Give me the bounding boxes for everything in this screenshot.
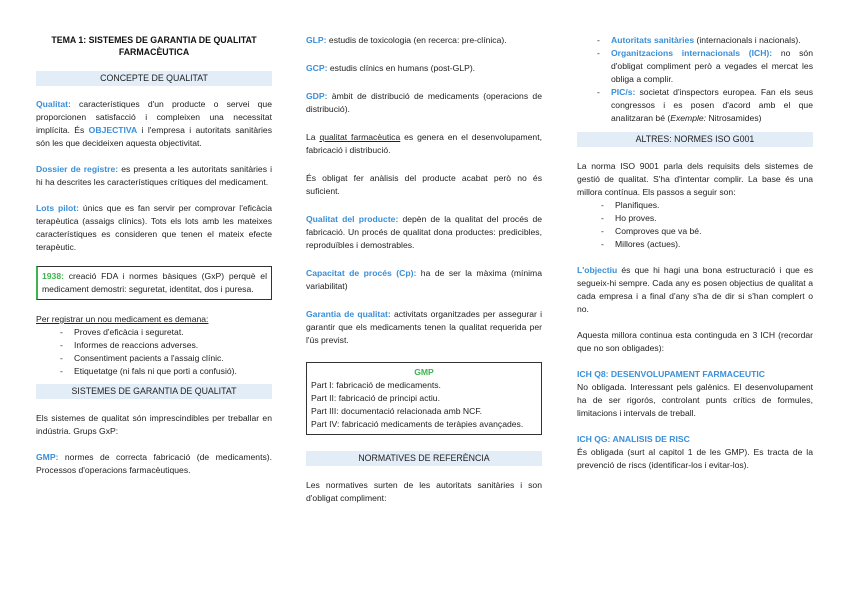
gmp-part: Part III: documentació relacionada amb NCF. [311,406,483,416]
column-2 [306,34,542,505]
iso-paragraph: La norma ISO 9001 parla dels requisits dels sistemes de gestió de qualitat. S'ha d'intentar complir. La base és una millora contínua. Els passos a seguir son: [577,161,813,197]
column-3 [577,34,813,472]
list-item: - Planifiques. [601,199,813,212]
list-item: - Autoritats sanitàries (internacionals i nacionals). [597,34,813,47]
list-item: - Consentiment pacients a l'assaig clínic. [60,352,272,365]
section-band-sistemes: SISTEMES DE GARANTIA DE QUALITAT [36,384,272,399]
section-band-concepte: CONCEPTE DE QUALITAT [36,71,272,86]
normatives-paragraph: Les normatives surten de les autoritats sanitàries i son d'obligat compliment: [306,480,542,503]
list-item: - PIC/s: societat d'inspectors europea. Fan els seus congressos i es posen d'acord amb el que analitzaran bé (Exemple: Nitrosamides) [597,86,813,125]
list-item: - Informes de reaccions adverses. [60,339,272,352]
normatives-list [577,34,813,125]
list-item: - Ho proves. [601,212,813,225]
obligat-paragraph: És obligat fer anàlisis del producte acabat però no és suficient. [306,173,542,196]
qualitat-paragraph: Qualitat: característiques d'un producte o servei que proporcionen satisfacció i compleixen una necessitat implícita. És OBJECTIVA i l'empresa i autoritats sanitàries són les que decideixen aquesta objectivitat. [36,99,272,148]
ich-q9-heading: ICH QG: ANALISIS DE RISC [577,434,690,444]
list-item: - Millores (actues). [601,238,813,251]
fda-box: 1938: creació FDA i normes bàsiques (GxP) perquè el medicament demostri: seguretat, identitat, dos i puresa. [36,266,272,300]
list-item: - Proves d'eficàcia i seguretat. [60,326,272,339]
gmp-box-title: GMP [414,367,434,377]
garantia-qualitat-paragraph: Garantia de qualitat: activitats organitzades per assegurar i garantir que els medicaments tenen la qualitat requerida per l'ús previst. [306,309,543,345]
ich-q9-paragraph: És obligada (surt al capitol 1 de les GMP). Es tracta de la prevenció de riscs (identificar-los i evitar-los). [577,447,813,470]
sistemes-paragraph: Els sistemes de qualitat són imprescindibles per treballar en indústria. Grups GxP: [36,413,272,436]
gcp-paragraph: GCP: estudis clínics en humans (post-GLP). [306,63,476,73]
capacitat-proces-paragraph: Capacitat de procés (Cp): ha de ser la màxima (mínima variabilitat) [306,268,542,291]
gmp-box [306,362,542,435]
gmp-part: Part IV: fabricació medicaments de teràpies avançades. [311,419,524,429]
objectiu-paragraph: L'objectiu és que hi hagi una bona estructuració i que es segueix-hi sempre. Cada any es posen objectius de qualitat a cada empresa i a final d'any s'ha de dir si s'han complert o no. [577,265,813,314]
gmp-part: Part I: fabricació de medicaments. [311,380,441,390]
gmp-paragraph: GMP: normes de correcta fabricació (de medicaments). Processos d'operacions farmacèutiques. [36,452,272,475]
ich-q8-paragraph: No obligada. Interessant pels galènics. El desenvolupament ha de ser rigorós, controlant punts crítics de formules, limitacions i intervals de treball. [577,382,813,418]
millora-paragraph: Aquesta millora continua esta continguda en 3 ICH (recordar que no son obligades): [577,330,813,353]
column-1 [36,34,272,477]
section-band-normatives: NORMATIVES DE REFERÈNCIA [306,451,542,466]
qualitat-producte-paragraph: Qualitat del producte: depèn de la qualitat del procés de fabricació. Un procés de qualitat dona productes: predicibles, reproduïbles i demostrables. [306,214,543,250]
gdp-paragraph: GDP: àmbit de distribució de medicaments (operacions de distribució). [306,91,542,114]
qualitat-farmaceutica-paragraph: La qualitat farmacèutica es genera en el desenvolupament, fabricació i distribució. [306,132,542,155]
list-item: - Comproves que va bé. [601,225,813,238]
gmp-part: Part II: fabricació de principi actiu. [311,393,440,403]
ich-q8-heading: ICH Q8: DESENVOLUPAMENT FARMACEUTIC [577,369,765,379]
register-list [36,326,272,378]
dossier-paragraph: Dossier de registre: es presenta a les autoritats sanitàries i hi ha descrites les característiques crítiques del medicament. [36,164,272,187]
document-title: TEMA 1: SISTEMES DE GARANTIA DE QUALITAT FARMACÈUTICA [51,35,257,57]
glp-paragraph: GLP: estudis de toxicologia (en recerca: pre-clínica). [306,35,507,45]
register-heading: Per registrar un nou medicament es demana: [36,314,209,324]
section-band-iso: ALTRES: NORMES ISO G001 [577,132,813,147]
list-item: - Etiquetatge (ni fals ni que porti a confusió). [60,365,272,378]
iso-steps-list [577,199,813,251]
list-item: - Organitzacions internacionals (ICH): no són d'obligat compliment però a vegades el mercat les obliga a complir. [597,47,813,86]
lots-paragraph: Lots pilot: únics que es fan servir per comprovar l'eficàcia terapèutica (assaigs clínics). Tots els lots amb les mateixes característiques es consideren que tenen el mateix efecte terapèutic. [36,203,272,252]
